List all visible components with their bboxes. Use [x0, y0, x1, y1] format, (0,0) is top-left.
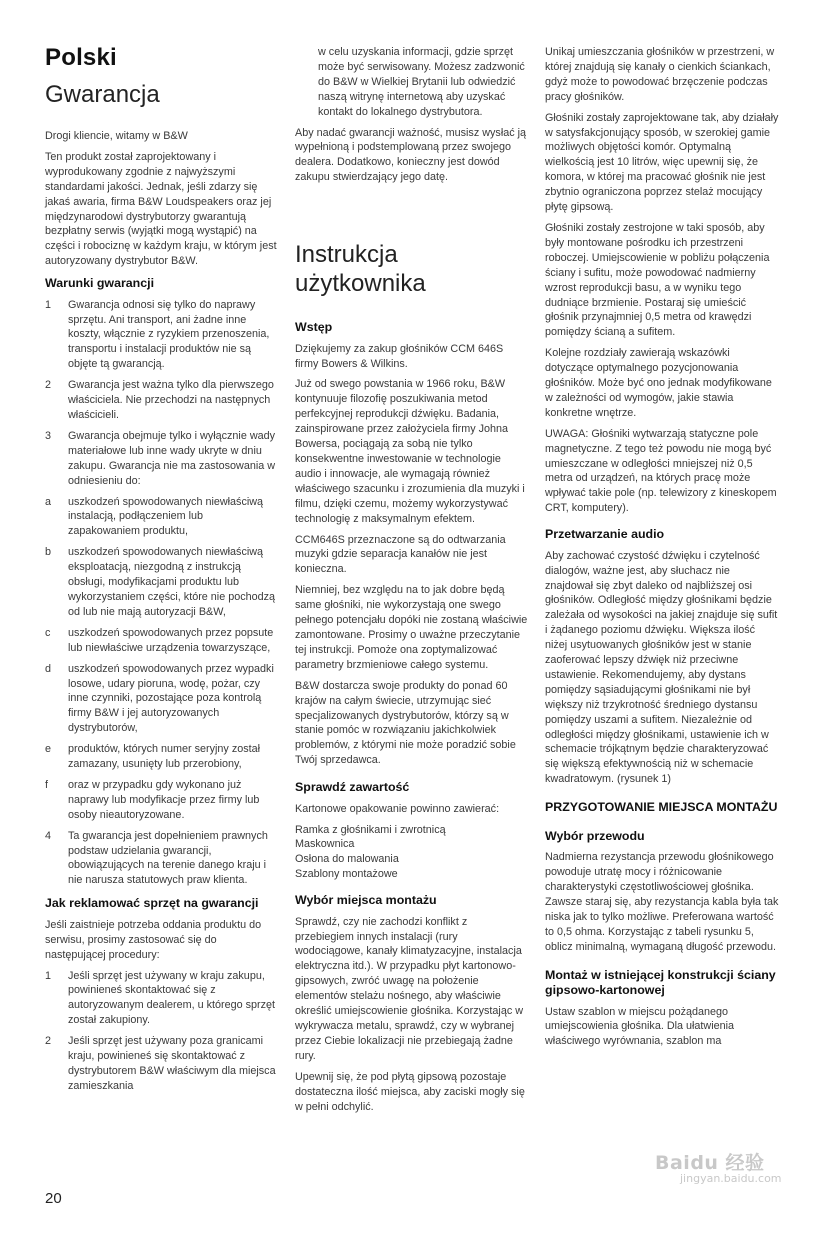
warranty-intro: Ten produkt został zaprojektowany i wyprodukowany zgodnie z najwyższymi standardami jakości. Jednak, jeśli zdarzy się jakaś awaria, firma B&W Loudspeakers oraz jej międzynarodowi dystrybutorzy gwarantują bezpłatny serwis (wyjątki mogą wystąpić) na części i robociznę w każdym kraju, w którym jest autoryzowany dystrybutor B&W. [45, 150, 277, 268]
warranty-title: Gwarancja [45, 81, 160, 108]
list-marker: 3 [45, 429, 52, 442]
column-1 [45, 44, 277, 1100]
list-item [45, 662, 277, 737]
list-text: Ta gwarancja jest dopełnieniem prawnych podstaw udzielania gwarancji, obowiązujących na terenie danego kraju i nie narusza statutowych praw klienta. [68, 829, 268, 887]
list-item [45, 429, 277, 489]
conditions-list [45, 298, 277, 889]
list-item: Szablony montażowe [295, 868, 398, 881]
watermark-url: jingyan.baidu.com [680, 1172, 782, 1185]
column-3 [545, 45, 780, 1049]
list-marker: f [45, 778, 48, 791]
list-item [45, 829, 277, 889]
list-text: Jeśli sprzęt jest używany w kraju zakupu, powinieneś skontaktować się z autoryzowanym dealerem, u którego sprzęt został zakupiony. [68, 969, 276, 1027]
greeting: Drogi kliencie, witamy w B&W [45, 130, 188, 142]
list-item [45, 778, 277, 823]
list-marker: c [45, 626, 51, 639]
audio-text: Aby zachować czystość dźwięku i czytelność dialogów, ważne jest, aby słuchacz nie znajdował się zbyt daleko od najbliższej osi głośników. Odległość między głośnikami będzie zależała od wysokości na jakiej znajduje się sufit i żądanego poziomu dźwięku. Większa ilość niżej usytuowanych głośników jest w stanie zaoferować lepszy dźwięk niż przeciwne ustawienie. Rekomendujemy, aby dystans pomiędzy sąsiadującymi głośnikami nie był większy niż trzykrotność średniego dystansu pomiędzy uszami a sufitem. Niezależnie od odległości między głośnikami, ustawienie ich w schemacie trójkątnym będzie charakteryzować się większą efektywnością niż w schemacie kwadratowym. (rysunek 1) [545, 549, 778, 786]
list-text: produktów, których numer seryjny został zamazany, usunięty lub przerobiony, [68, 743, 261, 771]
list-item [45, 626, 277, 656]
thanks-text: Dziękujemy za zakup głośników CCM 646S firmy Bowers & Wilkins. [295, 342, 504, 370]
list-text: Gwarancja jest ważna tylko dla pierwszego właściciela. Nie przechodzi na następnych właścicieli. [68, 379, 274, 421]
positioning-note: Kolejne rozdziały zawierają wskazówki dotyczące optymalnego pozycjonowania głośników. Może być ono jednak modyfikowane w zależności od wymogów, jakie stawia konkretne wnętrze. [545, 347, 772, 419]
location-text-2: Upewnij się, że pod płytą gipsową pozostaje dostateczna ilość miejsca, aby zaciski mogły się w pełni odchylić. [295, 1070, 525, 1113]
validation-note: Aby nadać gwarancji ważność, musisz wysłać ją wypełnioną i podstemplowaną przez swojego dealera. Dodatkowo, konieczny jest dowód zakupu stwierdzający jego datę. [295, 126, 527, 184]
list-text: oraz w przypadku gdy wykonano już naprawy lub modyfikacje przez firmy lub osoby nieautoryzowane. [68, 778, 260, 821]
duct-note: Unikaj umieszczania głośników w przestrzeni, w której znajdują się kanały o cienkich ściankach, gdyż może to powodować brzęczenie podczas pracy głośników. [545, 46, 775, 103]
list-item [45, 298, 277, 373]
intro-heading: Wstęp [295, 320, 333, 335]
volume-note: Głośniki zostały zaprojektowane tak, aby działały w satysfakcjonujący sposób, w szerokiej gamie możliwych objętości komór. Optymalną wielkością jest 10 litrów, więc upewnij się, że komora, w której ma pracować głośnik nie jest zbytnio ograniczona poprzez stelaż mocujący płytę gipsową. [545, 111, 779, 214]
list-item [45, 969, 277, 1029]
contents-heading: Sprawdź zawartość [295, 780, 410, 795]
list-marker: d [45, 662, 52, 675]
manual-title [295, 240, 528, 298]
language-title: Polski [45, 44, 117, 71]
list-text: Gwarancja obejmuje tylko i wyłącznie wady materiałowe lub inne wady ukryte w dniu zakupu. Gwarancja nie ma zastosowania w odniesieniu do: [68, 429, 276, 487]
manual-title-line-2: użytkownika [295, 270, 426, 298]
placement-note: Głośniki zostały zestrojone w taki sposób, aby były montowane pośrodku ich przestrzeni roboczej. Umiejscowienie w pobliżu połączenia ściany i sufitu, może powodować nadmierny wzrost reprodukcji basu, a w wyniku tego dudniące brzmienie. Postaraj się umieścić głośnik przynajmniej 0,5 metra od krawędzi pomiędzy ścianą a sufitem. [545, 221, 770, 339]
install-note: Niemniej, bez względu na to jak dobre będą same głośniki, nie wykorzystają one swego pełnego potencjału dopóki nie zostaną właściwie zamontowane. Prosimy o uważne przeczytanie tej instrukcji. Pomoże ona zoptymalizować parametry brzmieniowe całego systemu. [295, 584, 528, 671]
list-item [45, 545, 277, 620]
contents-list [295, 823, 528, 883]
audio-heading: Przetwarzanie audio [545, 527, 665, 542]
list-item [45, 378, 277, 423]
claim-steps-list [45, 969, 277, 1094]
page-number: 20 [45, 1190, 62, 1207]
claim-continued: w celu uzyskania informacji, gdzie sprzęt może być serwisowany. Możesz zadzwonić do B&W w Wielkiej Brytanii lub odwiedzić naszą witrynę internetową aby uzyskać kontakt do lokalnego dystrybutora. [318, 46, 525, 118]
list-text: uszkodzeń spowodowanych przez wypadki losowe, udary pioruna, wodę, pożar, czy inne czynniki, pozostające poza kontrolą firmy B&W i jej autoryzowanych dystrybutorów, [68, 662, 274, 735]
list-text: Jeśli sprzęt jest używany poza granicami kraju, powinieneś się skontaktować z dystrybutorem B&W właściwym dla miejsca zamieszkania [68, 1035, 276, 1092]
list-item: Ramka z głośnikami i zwrotnicą [295, 823, 446, 836]
purpose-text: CCM646S przeznaczone są do odtwarzania muzyki gdzie separacja kanałów nie jest konieczna. [295, 533, 506, 576]
list-marker: a [45, 495, 52, 508]
list-marker: b [45, 546, 52, 559]
distribution-text: B&W dostarcza swoje produkty do ponad 60 krajów na całym świecie, utrzymując sieć specjalizowanych dystrybutorów, którzy są w stanie pomóc w rozwiązaniu jakichkolwiek problemów, z którymi nie może poradzić sobie Twój sprzedawca. [295, 679, 516, 767]
manual-title-line-1: Instrukcja [295, 241, 398, 269]
cable-text: Nadmierna rezystancja przewodu głośnikowego powoduje utratę mocy i różnicowanie charakterystyki częstotliwościowej głośnika. Zawsze staraj się, aby rezystancja kabla była tak niska jak to tylko możliwe. Preferowana wartość to 0,5 ohma. Korzystając z tabeli rysunku 5, oblicz minimalną, wymaganą długość przewodu. [545, 851, 779, 953]
watermark: Baidu 经验 [655, 1152, 765, 1174]
list-marker: e [45, 743, 52, 756]
magnetic-warning: UWAGA: Głośniki wytwarzają statyczne pole magnetyczne. Z tego też powodu nie mogą być umieszczane w odległości mniejszej niż 0,5 metra od urządzeń, na których pracę może wpływać takie pole (np. telewizory z kineskopem CRT, komputery). [545, 427, 777, 515]
location-text-1: Sprawdź, czy nie zachodzi konflikt z przebiegiem innych instalacji (rury wodociągowe, kanały klimatyzacyjne, instalacja elektryczna itd.). W przypadku płyt kartonowo-gipsowych, zwróć uwagę na położenie elementów stelażu nośnego, aby właściwie określić umiejscowienie głośnika. Korzystając w wykrywacza metalu, sprawdź, czy w wybranej przez Ciebie lokalizacji nie przebiegają żadne rury. [295, 915, 524, 1062]
prep-heading: PRZYGOTOWANIE MIEJSCA MONTAŻU [545, 800, 778, 815]
list-item [45, 742, 277, 772]
list-text: uszkodzeń spowodowanych niewłaściwą eksploatacją, niezgodną z instrukcją obsługi, modyfikacjami produktu lub wykorzystaniem części, które nie pochodzą od lub nie mają autoryzacji B&W, [68, 546, 276, 618]
existing-wall-heading: Montaż w istniejącej konstrukcji ściany gipsowo-kartonowej [545, 967, 776, 998]
claim-heading: Jak reklamować sprzęt na gwarancji [45, 896, 259, 911]
location-heading: Wybór miejsca montażu [295, 893, 437, 908]
conditions-heading: Warunki gwarancji [45, 276, 155, 291]
list-item: Maskownica [295, 838, 355, 851]
list-item: Osłona do malowania [295, 853, 399, 866]
list-item [45, 495, 277, 540]
list-text: uszkodzeń spowodowanych niewłaściwą instalacją, podłączeniem lub zapakowaniem produktu, [68, 495, 264, 538]
list-marker: 1 [45, 298, 52, 311]
column-2 [295, 45, 528, 1114]
list-marker: 4 [45, 829, 52, 842]
list-marker: 2 [45, 379, 52, 392]
list-marker: 2 [45, 1035, 52, 1048]
contents-intro: Kartonowe opakowanie powinno zawierać: [295, 802, 500, 815]
claim-intro: Jeśli zaistnieje potrzeba oddania produktu do serwisu, prosimy zastosować się do następującej procedury: [45, 918, 262, 961]
cable-heading: Wybór przewodu [545, 828, 645, 843]
list-text: uszkodzeń spowodowanych przez popsute lub niewłaściwe urządzenia towarzyszące, [68, 626, 274, 654]
list-item [45, 1034, 277, 1094]
history-text: Już od swego powstania w 1966 roku, B&W kontynuuje filozofię poszukiwania metod perfekcyjnej reprodukcji dźwięku. Badania, zainspirowane przez założyciela firmy Johna Bowersa, pociągają za sobą nie tylko konsekwentne inwestowanie w technologie audio i innowacje, ale wymagają również właściwego szacunku i zrozumienia dla muzyki i filmu, dzięki czemu, możemy wykorzystywać technologię z maksymalnym efektem. [295, 378, 525, 525]
list-text: Gwarancja odnosi się tylko do naprawy sprzętu. Ani transport, ani żadne inne koszty, włącznie z ryzykiem przenoszenia, transportu i instalacji produktów nie są objęte tą gwarancją. [68, 298, 270, 371]
existing-wall-text: Ustaw szablon w miejscu pożądanego umiejscowienia głośnika. Dla ułatwienia właściwego wyrównania, szablon ma [545, 1005, 735, 1048]
list-marker: 1 [45, 969, 52, 982]
